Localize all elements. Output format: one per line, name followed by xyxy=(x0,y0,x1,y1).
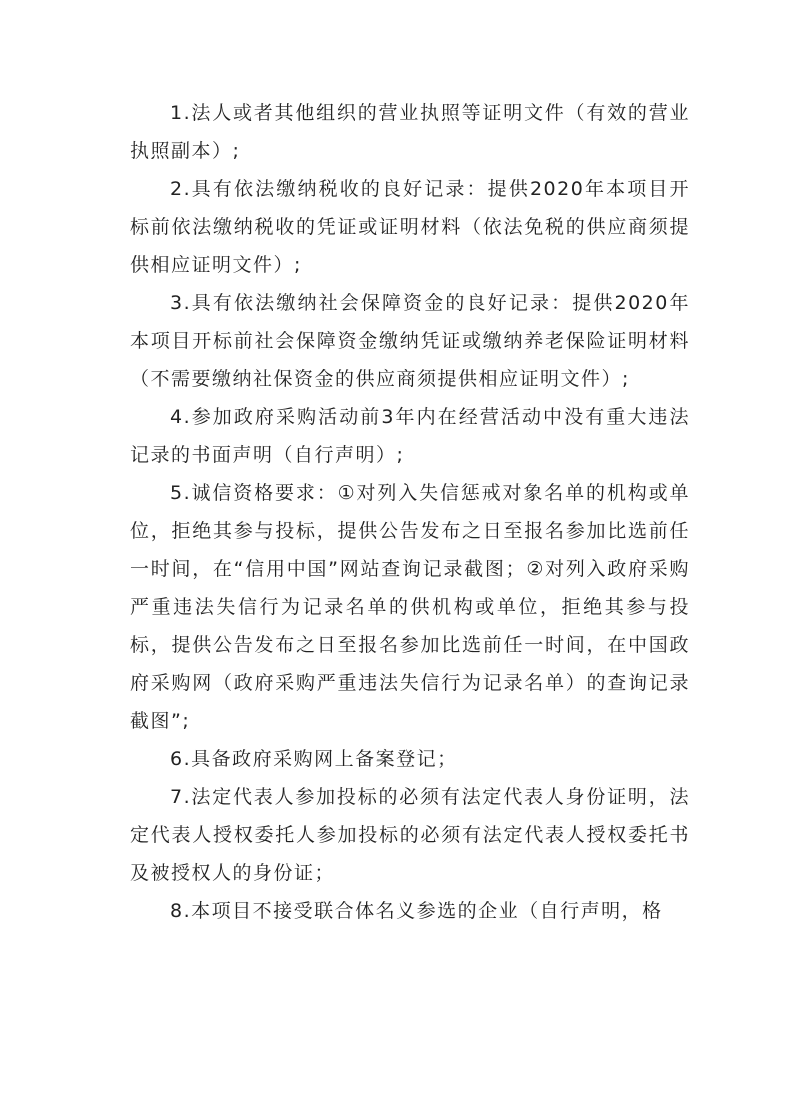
paragraph-2: 2.具有依法缴纳税收的良好记录：提供2020年本项目开标前依法缴纳税收的凭证或证明材料（依法免税的供应商须提供相应证明文件）; xyxy=(130,178,690,276)
paragraph-5: 5.诚信资格要求：①对列入失信惩戒对象名单的机构或单位，拒绝其参与投标，提供公告发布之日至报名参加比选前任一时间，在“信用中国”网站查询记录截图；②对列入政府采购严重违法失信行为记录名单的供机构或单位，拒绝其参与投标，提供公告发布之日至报名参加比选前任一时间，在中国政府采购网（政府采购严重违法失信行为记录名单）的查询记录截图”; xyxy=(130,482,690,732)
paragraph-1: 1.法人或者其他组织的营业执照等证明文件（有效的营业执照副本）; xyxy=(130,102,690,162)
paragraph-8: 8.本项目不接受联合体名义参选的企业（自行声明，格 xyxy=(170,900,663,922)
paragraph-7: 7.法定代表人参加投标的必须有法定代表人身份证明，法定代表人授权委托人参加投标的必须有法定代表人授权委托书及被授权人的身份证； xyxy=(130,786,690,884)
document-body xyxy=(130,94,690,930)
paragraph-6: 6.具备政府采购网上备案登记； xyxy=(170,748,458,770)
paragraph-3: 3.具有依法缴纳社会保障资金的良好记录：提供2020年本项目开标前社会保障资金缴纳凭证或缴纳养老保险证明材料（不需要缴纳社保资金的供应商须提供相应证明文件）; xyxy=(130,292,690,390)
paragraph-4: 4.参加政府采购活动前3年内在经营活动中没有重大违法记录的书面声明（自行声明）; xyxy=(130,406,690,466)
